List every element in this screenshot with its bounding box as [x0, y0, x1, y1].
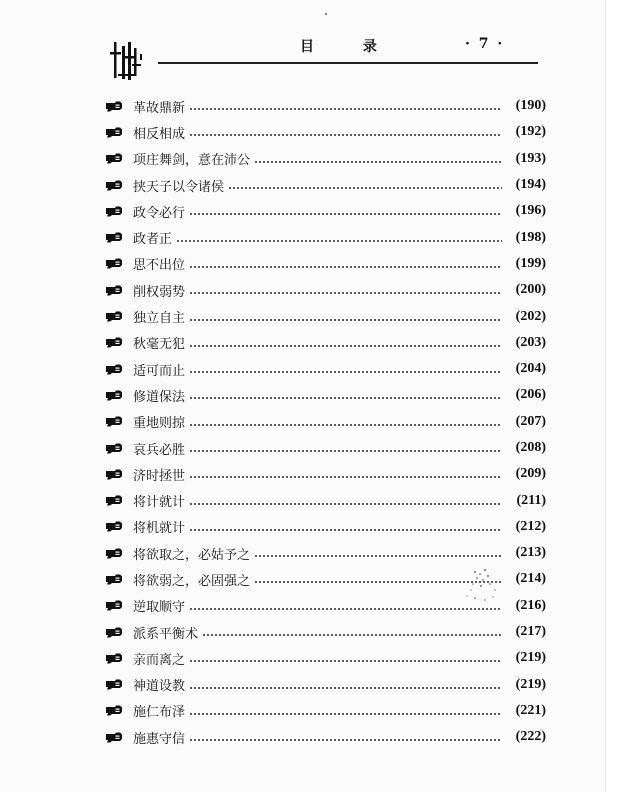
print-smudge — [455, 560, 507, 610]
toc-entry-title: 政令必行 — [133, 205, 186, 221]
toc-entry-title: 革故鼎新 — [133, 100, 186, 116]
toc-entry-title: 神道设教 — [133, 679, 186, 695]
toc-entry-title: 独立自主 — [133, 311, 186, 327]
toc-entry-title: 派系平衡术 — [133, 626, 199, 642]
pointing-hand-icon — [106, 627, 123, 638]
pointing-hand-icon — [106, 548, 123, 559]
pointing-hand-icon — [106, 258, 123, 269]
toc-entry-page: (190) — [515, 98, 546, 114]
dot-leader — [189, 134, 502, 136]
toc-entry-title: 哀兵必胜 — [133, 442, 186, 458]
toc-entry-page: (221) — [515, 702, 546, 718]
toc-entry-title: 思不出位 — [133, 258, 186, 274]
toc-entry — [106, 514, 546, 540]
toc-entry-title: 挟天子以令诸侯 — [133, 179, 225, 195]
toc-entry-title: 将欲弱之，必固强之 — [133, 573, 251, 589]
toc-entry — [106, 93, 546, 119]
toc-entry-page: (206) — [515, 387, 546, 403]
dot-leader — [189, 450, 502, 452]
pointing-hand-icon — [106, 443, 123, 454]
toc-entry-page: (212) — [515, 518, 546, 534]
pointing-hand-icon — [106, 311, 123, 322]
toc-entry-page: (192) — [515, 124, 546, 140]
pointing-hand-icon — [106, 469, 123, 480]
dot-leader — [189, 108, 502, 110]
dot-leader — [189, 319, 502, 321]
toc-entry — [106, 724, 546, 750]
header-rule — [158, 62, 538, 64]
toc-entry-title: 项庄舞剑，意在沛公 — [133, 153, 251, 169]
pointing-hand-icon — [106, 416, 123, 427]
table-of-contents — [106, 93, 546, 750]
dot-leader — [189, 660, 502, 662]
toc-entry-page: (204) — [515, 361, 546, 377]
toc-entry — [106, 146, 546, 172]
toc-entry-title: 逆取顺守 — [133, 600, 186, 616]
pointing-hand-icon — [106, 127, 123, 138]
dot-leader — [189, 476, 502, 478]
pointing-hand-icon — [106, 206, 123, 217]
toc-entry-page: (198) — [515, 229, 546, 245]
pointing-hand-icon — [106, 337, 123, 348]
toc-entry — [106, 698, 546, 724]
toc-entry — [106, 303, 546, 329]
pointing-hand-icon — [106, 101, 123, 112]
dot-leader — [189, 687, 502, 689]
toc-entry — [106, 356, 546, 382]
pointing-hand-icon — [106, 574, 123, 585]
dot-leader — [189, 292, 502, 294]
toc-entry — [106, 330, 546, 356]
toc-entry-page: (214) — [515, 571, 546, 587]
decorative-glyph-icon — [110, 38, 150, 82]
toc-entry-title: 适可而止 — [133, 363, 186, 379]
toc-entry — [106, 461, 546, 487]
toc-entry — [106, 382, 546, 408]
toc-entry — [106, 672, 546, 698]
pointing-hand-icon — [106, 705, 123, 716]
toc-entry-page: (213) — [515, 545, 546, 561]
toc-entry — [106, 435, 546, 461]
toc-entry-page: (194) — [515, 177, 546, 193]
toc-entry-page: (199) — [515, 255, 546, 271]
dot-leader — [189, 713, 502, 715]
toc-entry-title: 修道保法 — [133, 389, 186, 405]
toc-entry-page: (208) — [515, 440, 546, 455]
toc-entry — [106, 277, 546, 303]
pointing-hand-icon — [106, 232, 123, 243]
toc-entry-title: 削权弱势 — [133, 284, 186, 300]
pointing-hand-icon — [106, 285, 123, 296]
dot-leader — [254, 161, 502, 163]
page-edge — [605, 0, 619, 792]
toc-entry — [106, 198, 546, 224]
toc-entry-page: (203) — [515, 334, 546, 350]
toc-entry-title: 济时拯世 — [133, 468, 186, 484]
toc-entry-title: 将计就计 — [133, 495, 186, 511]
toc-entry-page: (202) — [515, 308, 546, 324]
toc-entry-title: 政者正 — [133, 232, 173, 248]
toc-entry — [106, 487, 546, 513]
toc-entry-page: (211) — [516, 492, 546, 508]
pointing-hand-icon — [106, 679, 123, 690]
dot-leader — [189, 345, 502, 347]
pointing-hand-icon — [106, 364, 123, 375]
pointing-hand-icon — [106, 521, 123, 532]
toc-entry-title: 施仁布泽 — [133, 705, 186, 721]
pointing-hand-icon — [106, 495, 123, 506]
dot-leader — [228, 187, 502, 189]
pointing-hand-icon — [106, 153, 123, 164]
dot-leader — [189, 739, 502, 741]
page-number: · 7 · — [465, 36, 505, 52]
dot-leader — [189, 371, 502, 373]
toc-entry-page: (219) — [515, 676, 546, 692]
toc-entry-page: (200) — [515, 282, 546, 298]
section-title: 目 录 — [300, 39, 399, 55]
toc-entry — [106, 619, 546, 645]
dot-leader — [176, 240, 502, 242]
toc-entry-title: 施惠守信 — [133, 731, 186, 747]
toc-entry-title: 亲而离之 — [133, 652, 186, 668]
toc-entry — [106, 119, 546, 145]
toc-entry — [106, 645, 546, 671]
toc-entry — [106, 251, 546, 277]
toc-entry-page: (217) — [515, 624, 546, 640]
toc-entry-title: 秋毫无犯 — [133, 337, 186, 353]
toc-entry-page: (219) — [515, 650, 546, 666]
toc-entry-title: 将欲取之，必姑予之 — [133, 547, 251, 563]
pointing-hand-icon — [106, 180, 123, 191]
toc-entry-page: (216) — [515, 597, 546, 613]
toc-entry-page: (222) — [515, 729, 546, 745]
pointing-hand-icon — [106, 653, 123, 664]
dot-leader — [189, 503, 502, 505]
toc-entry-page: (207) — [515, 413, 546, 429]
dot-leader — [202, 634, 502, 636]
dot-leader — [189, 213, 502, 215]
dot-leader — [189, 529, 502, 531]
dot-leader — [189, 424, 502, 426]
pointing-hand-icon — [106, 390, 123, 401]
ink-speck — [325, 13, 327, 15]
toc-entry-page: (196) — [515, 203, 546, 219]
dot-leader — [189, 266, 502, 268]
toc-entry — [106, 172, 546, 198]
toc-entry-title: 重地则掠 — [133, 416, 186, 432]
pointing-hand-icon — [106, 732, 123, 743]
toc-entry-title: 相反相成 — [133, 126, 186, 142]
dot-leader — [189, 397, 502, 399]
toc-entry — [106, 409, 546, 435]
toc-entry-page: (193) — [515, 150, 546, 166]
toc-entry — [106, 224, 546, 250]
dot-leader — [254, 555, 502, 557]
toc-entry-page: (209) — [515, 466, 546, 482]
toc-entry-title: 将机就计 — [133, 521, 186, 537]
pointing-hand-icon — [106, 600, 123, 611]
